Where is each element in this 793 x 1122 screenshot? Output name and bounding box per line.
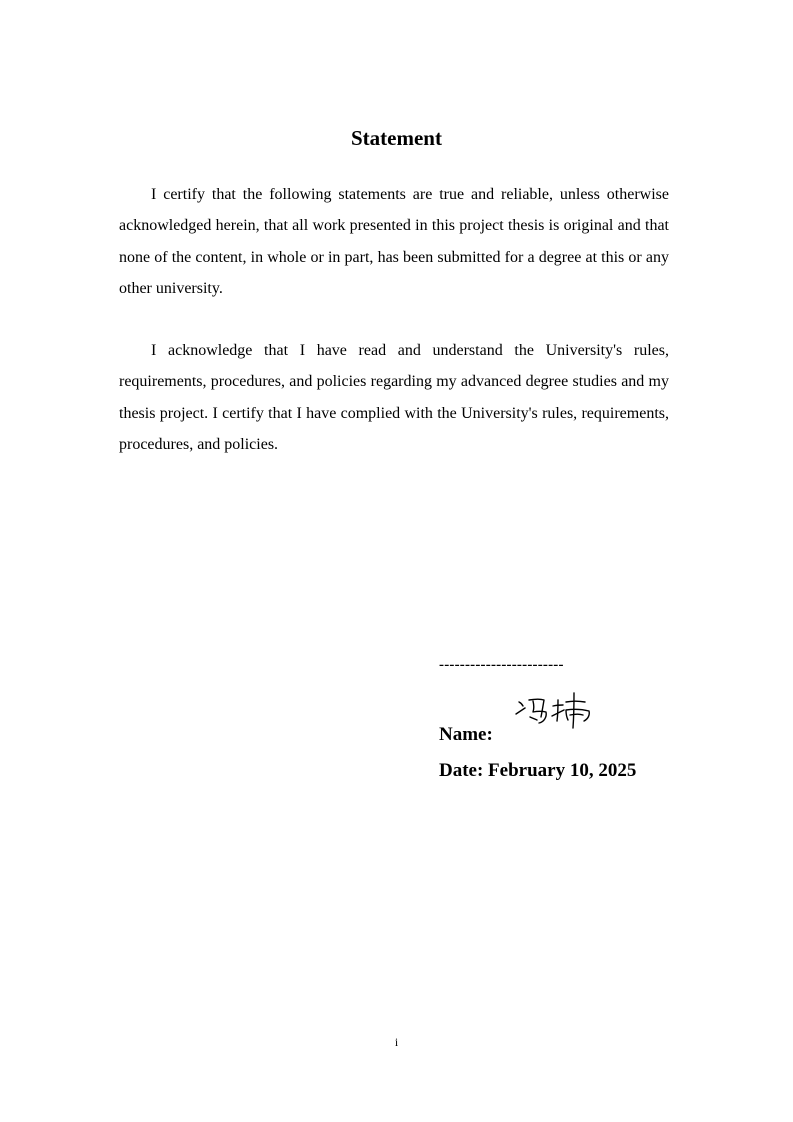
page-number: i	[394, 1035, 399, 1049]
statement-paragraph-1: I certify that the following statements are true and reliable, unless otherwise acknowledged herein, that all work presented in this project thesis is original and that none of the content, in whole or in part, has been submitted for a degree at this or any other university.	[119, 186, 669, 297]
page-title: Statement	[351, 126, 442, 150]
name-label: Name:	[439, 724, 493, 745]
handwritten-signature	[513, 690, 595, 730]
signature-line: ------------------------	[439, 657, 564, 673]
statement-paragraph-2: I acknowledge that I have read and understand the University's rules, requirements, procedures, and policies regarding my advanced degree studies and my thesis project. I certify that I have complied with the University's rules, requirements, procedures, and policies.	[119, 342, 669, 453]
date-line: Date: February 10, 2025	[439, 760, 637, 781]
